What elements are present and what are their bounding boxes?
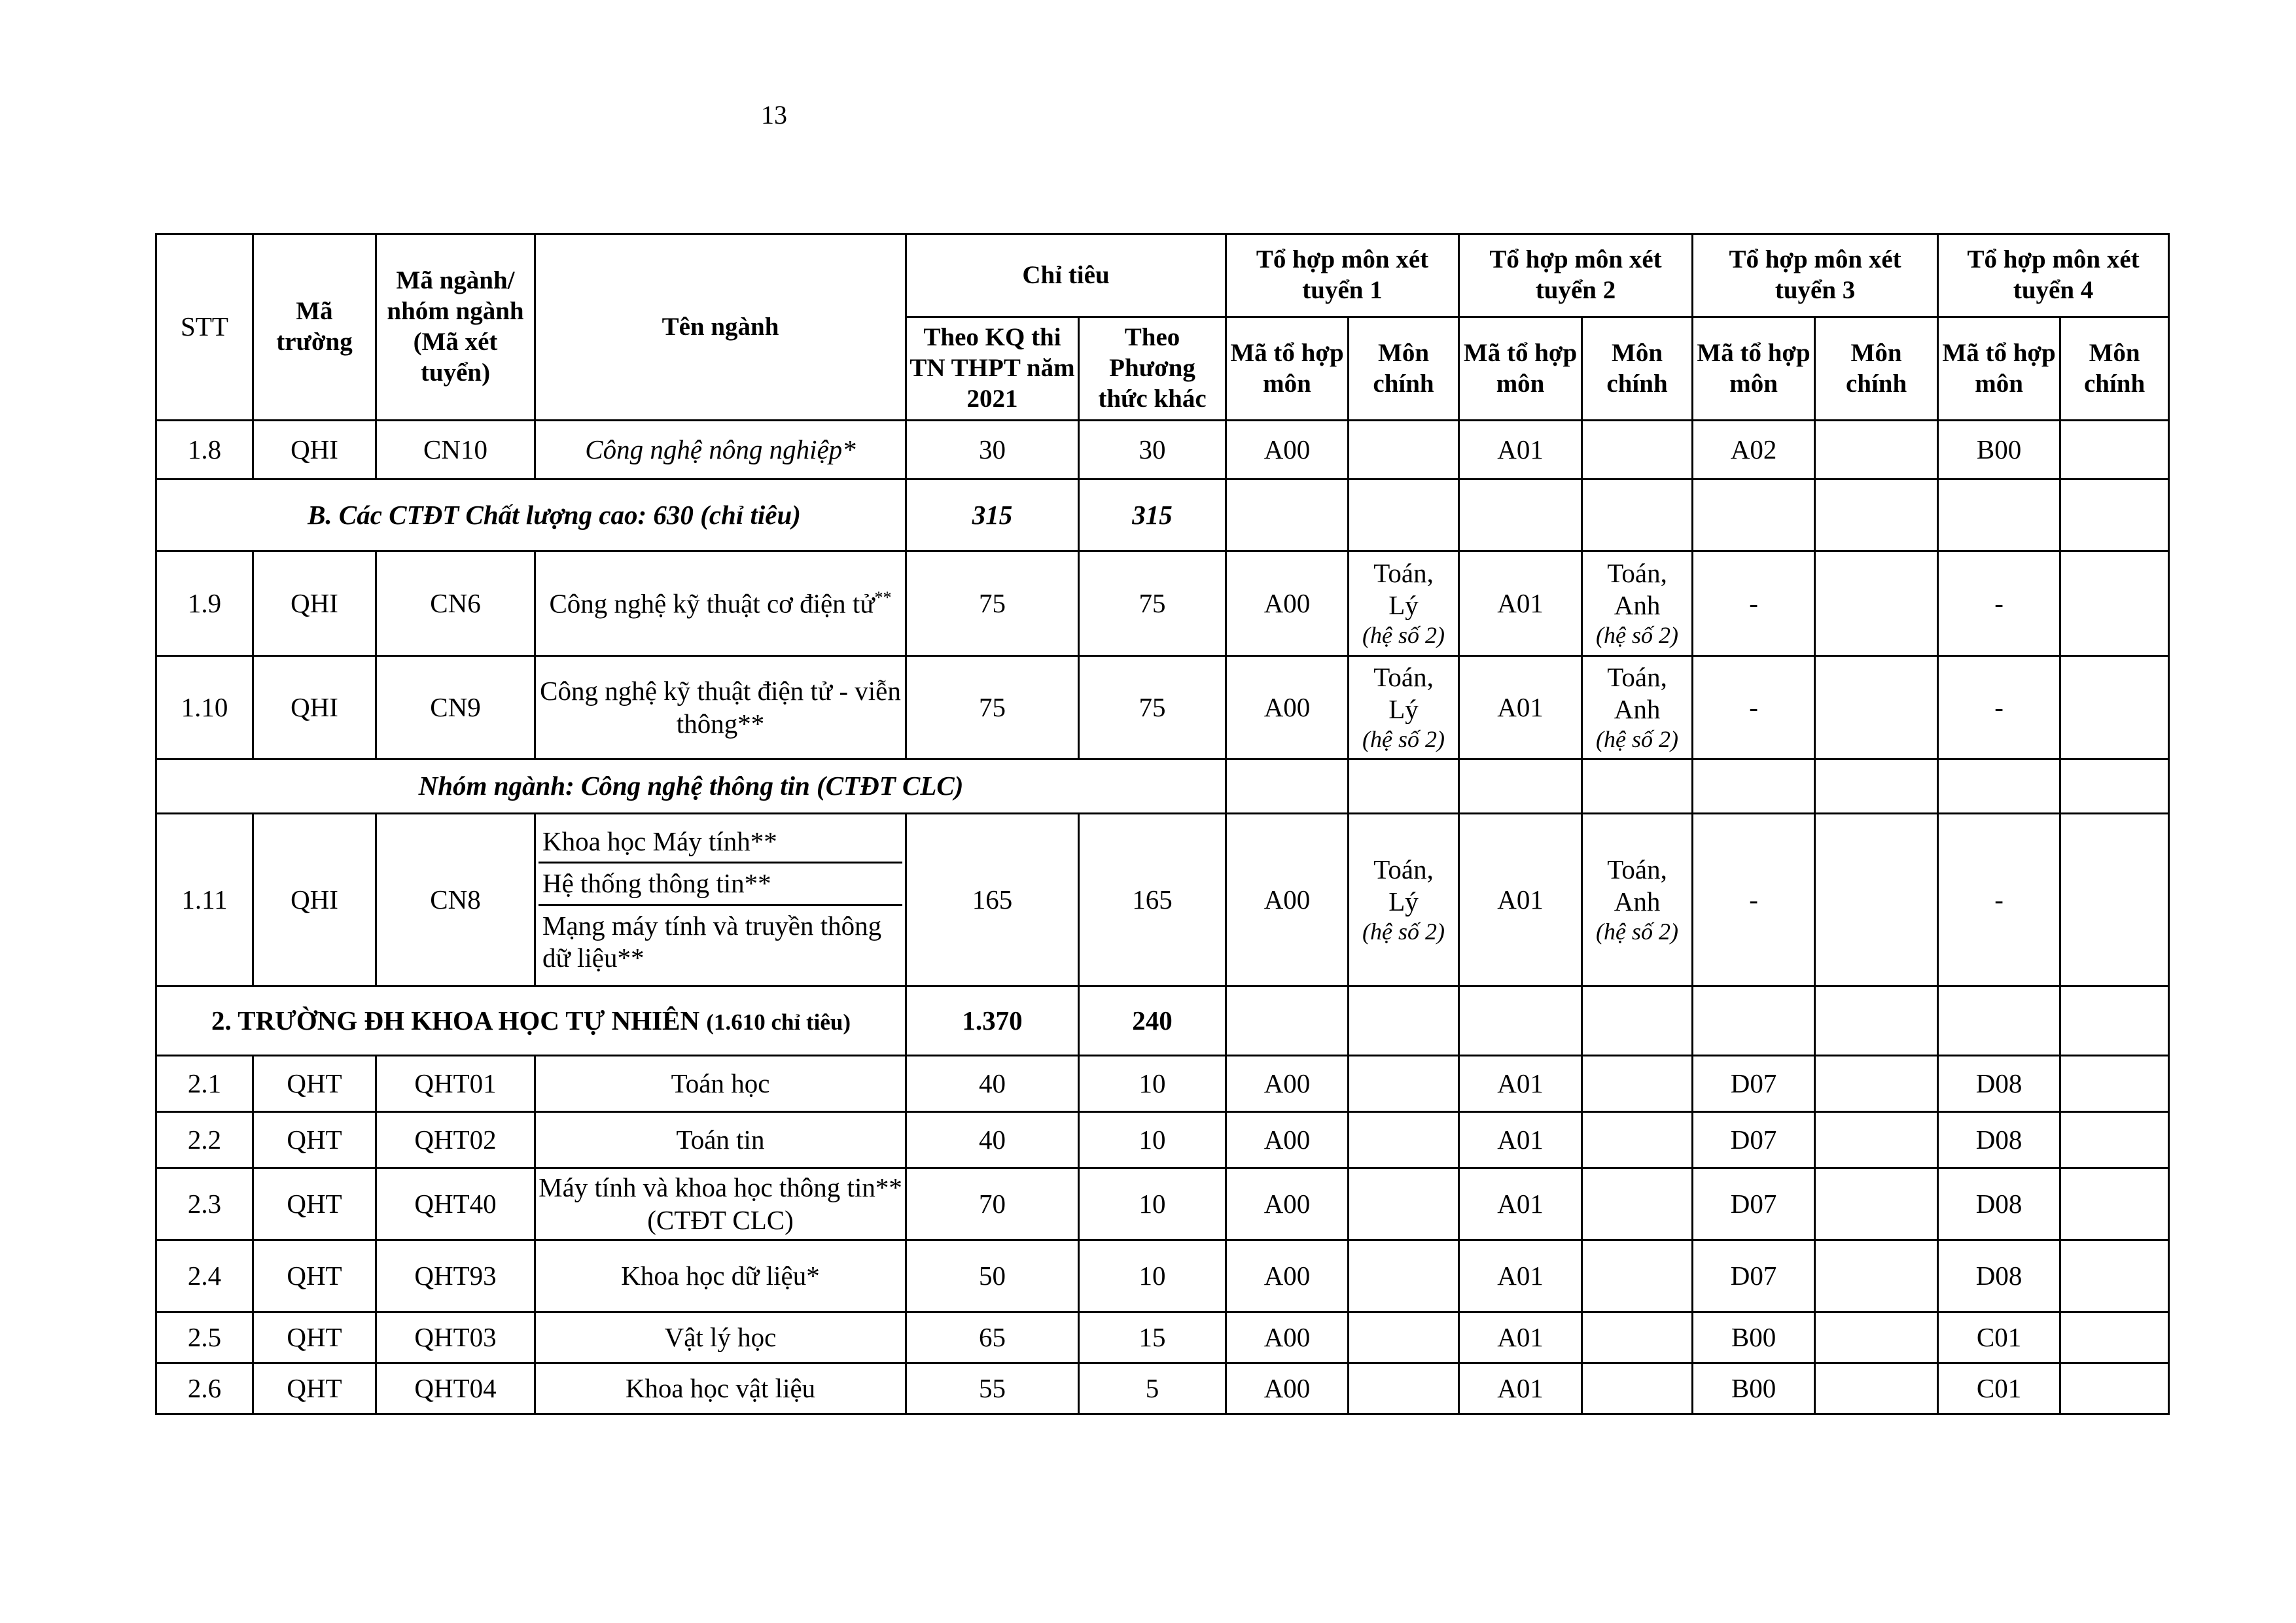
main-subject-cell (1582, 551, 1693, 656)
main-subject-cell (2060, 551, 2169, 656)
code-cell: CN6 (376, 551, 535, 656)
quota-other-cell: 15 (1079, 1312, 1226, 1363)
code-cell: QHT01 (376, 1056, 535, 1112)
combo-code-cell: - (1938, 656, 2060, 759)
stt-cell: 2.5 (156, 1312, 253, 1363)
school-cell: QHT (253, 1112, 376, 1168)
school-cell: QHT (253, 1168, 376, 1240)
header-combo-code: Mã tổ hợp môn (1459, 317, 1582, 421)
stt-cell: 1.11 (156, 814, 253, 986)
combo-code-cell: A00 (1226, 1112, 1349, 1168)
major-name-cell: Toán học (535, 1056, 906, 1112)
combo-code-cell: A00 (1226, 1056, 1349, 1112)
major-item: Hệ thống thông tin** (539, 864, 902, 905)
section-row (156, 986, 2169, 1056)
main-subject-cell (1349, 1112, 1459, 1168)
school-cell: QHT (253, 1240, 376, 1312)
main-subject-cell (2060, 1056, 2169, 1112)
header-quota-exam: Theo KQ thi TN THPT năm 2021 (906, 317, 1079, 421)
school-cell: QHT (253, 1312, 376, 1363)
main-subject-line: Lý (1388, 693, 1419, 724)
empty-cell (2060, 986, 2169, 1056)
combo-code-cell: A00 (1226, 1240, 1349, 1312)
empty-cell (2060, 759, 2169, 814)
stt-cell: 2.1 (156, 1056, 253, 1112)
header-major-code: Mã ngành/ nhóm ngành (Mã xét tuyển) (376, 234, 535, 421)
combo-code-cell: C01 (1938, 1363, 2060, 1414)
header-quota: Chỉ tiêu (906, 234, 1226, 317)
main-subject-cell (2060, 1363, 2169, 1414)
main-subject-cell (1582, 421, 1693, 480)
combo-code-cell: A00 (1226, 1363, 1349, 1414)
main-subject-cell (1349, 421, 1459, 480)
main-subject-cell (2060, 656, 2169, 759)
code-cell: QHT93 (376, 1240, 535, 1312)
combo-code-cell: A01 (1459, 814, 1582, 986)
major-name-cell (535, 814, 906, 986)
empty-cell (1226, 986, 1349, 1056)
quota-exam-cell: 75 (906, 551, 1079, 656)
quota-other-cell: 5 (1079, 1363, 1226, 1414)
header-main-subject: Môn chính (1582, 317, 1693, 421)
empty-cell (1938, 759, 2060, 814)
combo-code-cell: - (1693, 814, 1815, 986)
coefficient-note: (hệ số 2) (1362, 918, 1445, 945)
main-subject-line: Toán, (1373, 661, 1434, 692)
main-subject-line: Anh (1614, 589, 1661, 620)
main-subject-cell (1349, 656, 1459, 759)
header-school-code: Mã trường (253, 234, 376, 421)
school-cell: QHI (253, 551, 376, 656)
main-subject-line: Anh (1614, 886, 1661, 916)
main-subject-cell (2060, 1112, 2169, 1168)
code-cell: CN10 (376, 421, 535, 480)
combo-code-cell: A01 (1459, 421, 1582, 480)
main-subject-cell (1349, 1312, 1459, 1363)
code-cell: QHT04 (376, 1363, 535, 1414)
table-row (156, 551, 2169, 656)
group-title: Nhóm ngành: Công nghệ thông tin (CTĐT CLC) (156, 759, 1226, 814)
quota-other-cell: 10 (1079, 1168, 1226, 1240)
combo-code-cell: A01 (1459, 551, 1582, 656)
coefficient-note: (hệ số 2) (1362, 622, 1445, 649)
main-subject-cell (2060, 421, 2169, 480)
combo-code-cell: A01 (1459, 1112, 1582, 1168)
main-subject-cell (1349, 814, 1459, 986)
combo-code-cell: D07 (1693, 1240, 1815, 1312)
main-subject-cell (1582, 1056, 1693, 1112)
quota-exam-cell: 30 (906, 421, 1079, 480)
empty-cell (1349, 480, 1459, 551)
main-subject-line: Toán, (1373, 854, 1434, 884)
main-subject-cell (2060, 1240, 2169, 1312)
combo-code-cell: D07 (1693, 1056, 1815, 1112)
coefficient-note: (hệ số 2) (1596, 622, 1679, 649)
code-cell: QHT03 (376, 1312, 535, 1363)
stt-cell: 2.3 (156, 1168, 253, 1240)
combo-code-cell: A00 (1226, 551, 1349, 656)
quota-other-cell: 315 (1079, 480, 1226, 551)
combo-code-cell: - (1693, 656, 1815, 759)
empty-cell (1693, 480, 1815, 551)
main-subject-cell (1582, 1112, 1693, 1168)
table-row (156, 1312, 2169, 1363)
quota-exam-cell: 40 (906, 1056, 1079, 1112)
main-subject-cell (1582, 814, 1693, 986)
school-cell: QHI (253, 421, 376, 480)
combo-code-cell: A00 (1226, 1168, 1349, 1240)
quota-other-cell: 75 (1079, 551, 1226, 656)
quota-other-cell: 165 (1079, 814, 1226, 986)
main-subject-cell (1815, 1363, 1938, 1414)
school-cell: QHT (253, 1363, 376, 1414)
main-subject-cell (1815, 1112, 1938, 1168)
quota-exam-cell: 315 (906, 480, 1079, 551)
stt-cell: 2.2 (156, 1112, 253, 1168)
table-row (156, 1056, 2169, 1112)
main-subject-cell (2060, 1168, 2169, 1240)
header-combo-4: Tổ hợp môn xét tuyển 4 (1938, 234, 2169, 317)
main-subject-cell (1582, 656, 1693, 759)
empty-cell (1459, 986, 1582, 1056)
school-cell: QHI (253, 814, 376, 986)
stt-cell: 2.4 (156, 1240, 253, 1312)
combo-code-cell: B00 (1938, 421, 2060, 480)
combo-code-cell: D08 (1938, 1112, 2060, 1168)
major-item: Khoa học Máy tính** (539, 822, 902, 864)
header-stt: STT (156, 234, 253, 421)
main-subject-cell (1349, 1168, 1459, 1240)
header-major-name: Tên ngành (535, 234, 906, 421)
coefficient-note: (hệ số 2) (1362, 726, 1445, 753)
empty-cell (1582, 759, 1693, 814)
main-subject-line: Anh (1614, 693, 1661, 724)
quota-other-cell: 240 (1079, 986, 1226, 1056)
header-combo-2: Tổ hợp môn xét tuyển 2 (1459, 234, 1693, 317)
quota-exam-cell: 165 (906, 814, 1079, 986)
header-combo-3: Tổ hợp môn xét tuyển 3 (1693, 234, 1938, 317)
combo-code-cell: A01 (1459, 1240, 1582, 1312)
combo-code-cell: A01 (1459, 1363, 1582, 1414)
table-row (156, 1363, 2169, 1414)
quota-other-cell: 10 (1079, 1056, 1226, 1112)
table-row (156, 656, 2169, 759)
main-subject-cell (1815, 814, 1938, 986)
empty-cell (1582, 480, 1693, 551)
empty-cell (1815, 480, 1938, 551)
table-row (156, 421, 2169, 480)
header-combo-1: Tổ hợp môn xét tuyển 1 (1226, 234, 1459, 317)
page-number: 13 (761, 100, 787, 130)
empty-cell (1349, 759, 1459, 814)
main-subject-line: Toán, (1607, 661, 1667, 692)
header-main-subject: Môn chính (1349, 317, 1459, 421)
section-quota-note: (1.610 chỉ tiêu) (706, 1009, 851, 1035)
empty-cell (1349, 986, 1459, 1056)
stt-cell: 1.9 (156, 551, 253, 656)
major-name-cell: Toán tin (535, 1112, 906, 1168)
major-name-text: Công nghệ kỹ thuật cơ điện tử (549, 588, 875, 619)
combo-code-cell: D07 (1693, 1168, 1815, 1240)
major-name-cell: Công nghệ kỹ thuật điện tử - viễn thông** (535, 656, 906, 759)
stt-cell: 2.6 (156, 1363, 253, 1414)
combo-code-cell: A01 (1459, 656, 1582, 759)
admissions-table (155, 233, 2170, 1415)
main-subject-cell (1815, 421, 1938, 480)
combo-code-cell: A01 (1459, 1312, 1582, 1363)
quota-exam-cell: 75 (906, 656, 1079, 759)
major-list (539, 822, 902, 978)
coefficient-note: (hệ số 2) (1596, 918, 1679, 945)
major-name-cell: Khoa học vật liệu (535, 1363, 906, 1414)
main-subject-cell (2060, 1312, 2169, 1363)
code-cell: QHT02 (376, 1112, 535, 1168)
combo-code-cell: A00 (1226, 1312, 1349, 1363)
header-combo-code: Mã tổ hợp môn (1226, 317, 1349, 421)
major-name-superscript: ** (874, 587, 892, 607)
quota-other-cell: 30 (1079, 421, 1226, 480)
quota-other-cell: 10 (1079, 1240, 1226, 1312)
main-subject-cell (1815, 1240, 1938, 1312)
major-name-cell: Khoa học dữ liệu* (535, 1240, 906, 1312)
coefficient-note: (hệ số 2) (1596, 726, 1679, 753)
code-cell: CN9 (376, 656, 535, 759)
combo-code-cell: A00 (1226, 421, 1349, 480)
stt-cell: 1.10 (156, 656, 253, 759)
stt-cell: 1.8 (156, 421, 253, 480)
combo-code-cell: A02 (1693, 421, 1815, 480)
main-subject-cell (1815, 1056, 1938, 1112)
main-subject-line: Toán, (1373, 557, 1434, 588)
empty-cell (1815, 759, 1938, 814)
combo-code-cell: B00 (1693, 1312, 1815, 1363)
major-name-cell: Máy tính và khoa học thông tin** (CTĐT CLC) (535, 1168, 906, 1240)
quota-other-cell: 75 (1079, 656, 1226, 759)
code-cell: CN8 (376, 814, 535, 986)
major-name-cell: Công nghệ nông nghiệp* (535, 421, 906, 480)
major-name-cell (535, 551, 906, 656)
empty-cell (1459, 759, 1582, 814)
main-subject-cell (1582, 1168, 1693, 1240)
combo-code-cell: A00 (1226, 814, 1349, 986)
combo-code-cell: A00 (1226, 656, 1349, 759)
main-subject-cell (1815, 656, 1938, 759)
table-row (156, 1112, 2169, 1168)
quota-exam-cell: 65 (906, 1312, 1079, 1363)
combo-code-cell: A01 (1459, 1168, 1582, 1240)
combo-code-cell: D08 (1938, 1240, 2060, 1312)
main-subject-cell (1349, 1056, 1459, 1112)
combo-code-cell: - (1693, 551, 1815, 656)
main-subject-cell (1815, 1312, 1938, 1363)
empty-cell (1582, 986, 1693, 1056)
empty-cell (1815, 986, 1938, 1056)
section-row (156, 480, 2169, 551)
main-subject-line: Toán, (1607, 557, 1667, 588)
empty-cell (1938, 986, 2060, 1056)
main-subject-cell (1815, 551, 1938, 656)
main-subject-cell (1582, 1363, 1693, 1414)
combo-code-cell: - (1938, 814, 2060, 986)
combo-code-cell: B00 (1693, 1363, 1815, 1414)
main-subject-cell (2060, 814, 2169, 986)
table-row (156, 1168, 2169, 1240)
quota-other-cell: 10 (1079, 1112, 1226, 1168)
header-main-subject: Môn chính (2060, 317, 2169, 421)
table-row (156, 814, 2169, 986)
main-subject-cell (1815, 1168, 1938, 1240)
empty-cell (1459, 480, 1582, 551)
empty-cell (1693, 986, 1815, 1056)
header-combo-code: Mã tổ hợp môn (1938, 317, 2060, 421)
school-cell: QHT (253, 1056, 376, 1112)
main-subject-cell (1349, 1363, 1459, 1414)
quota-exam-cell: 40 (906, 1112, 1079, 1168)
empty-cell (1226, 759, 1349, 814)
quota-exam-cell: 50 (906, 1240, 1079, 1312)
empty-cell (2060, 480, 2169, 551)
main-subject-line: Lý (1388, 886, 1419, 916)
quota-exam-cell: 1.370 (906, 986, 1079, 1056)
quota-exam-cell: 70 (906, 1168, 1079, 1240)
combo-code-cell: D08 (1938, 1056, 2060, 1112)
section-title: B. Các CTĐT Chất lượng cao: 630 (chỉ tiêu) (156, 480, 906, 551)
section-title (156, 986, 906, 1056)
table-row (156, 1240, 2169, 1312)
empty-cell (1938, 480, 2060, 551)
combo-code-cell: - (1938, 551, 2060, 656)
school-cell: QHI (253, 656, 376, 759)
header-quota-other: Theo Phương thức khác (1079, 317, 1226, 421)
main-subject-cell (1582, 1312, 1693, 1363)
main-subject-line: Toán, (1607, 854, 1667, 884)
code-cell: QHT40 (376, 1168, 535, 1240)
main-subject-line: Lý (1388, 589, 1419, 620)
quota-exam-cell: 55 (906, 1363, 1079, 1414)
header-main-subject: Môn chính (1815, 317, 1938, 421)
main-subject-cell (1582, 1240, 1693, 1312)
group-row (156, 759, 2169, 814)
empty-cell (1693, 759, 1815, 814)
main-subject-cell (1349, 1240, 1459, 1312)
combo-code-cell: C01 (1938, 1312, 2060, 1363)
section-title-text: 2. TRƯỜNG ĐH KHOA HỌC TỰ NHIÊN (211, 1005, 700, 1036)
major-name-cell: Vật lý học (535, 1312, 906, 1363)
empty-cell (1226, 480, 1349, 551)
major-item: Mạng máy tính và truyền thông dữ liệu** (542, 910, 882, 973)
combo-code-cell: D08 (1938, 1168, 2060, 1240)
header-combo-code: Mã tổ hợp môn (1693, 317, 1815, 421)
combo-code-cell: A01 (1459, 1056, 1582, 1112)
combo-code-cell: D07 (1693, 1112, 1815, 1168)
main-subject-cell (1349, 551, 1459, 656)
